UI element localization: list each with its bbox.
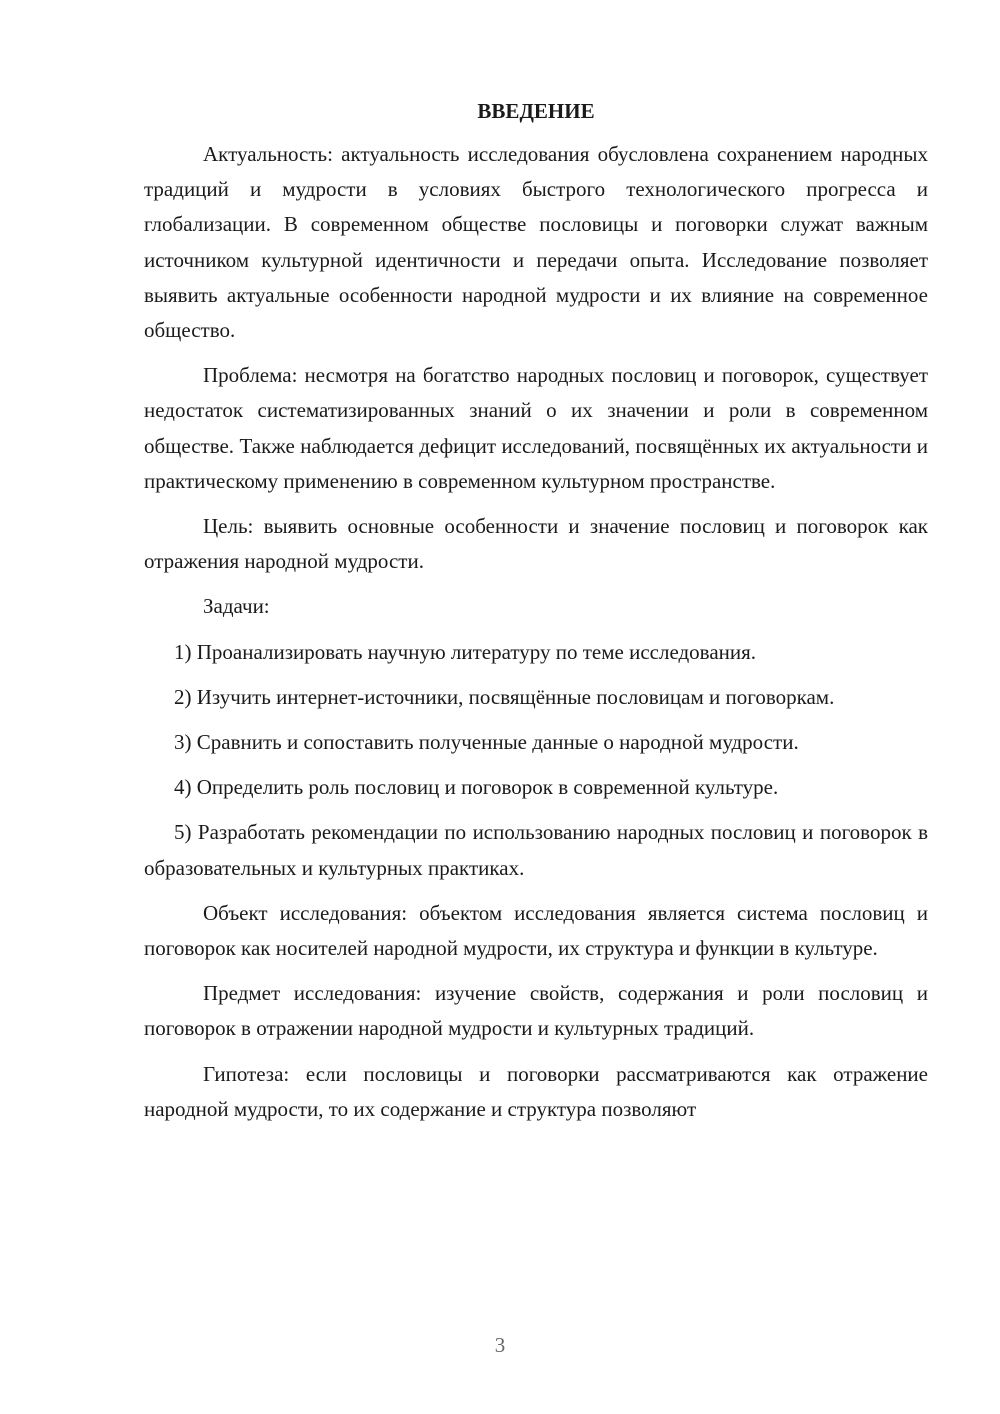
paragraph-object: Объект исследования: объектом исследования является система пословиц и поговорок как носителей народной мудрости, их структура и функции в культуре. <box>144 900 928 961</box>
task-item-3: 3) Сравнить и сопоставить полученные данные о народной мудрости. <box>174 730 799 755</box>
paragraph-subject: Предмет исследования: изучение свойств, содержания и роли пословиц и поговорок в отражении народной мудрости и культурных традиций. <box>144 981 928 1041</box>
paragraph-tasks-heading: Задачи: <box>203 594 270 619</box>
document-page <box>144 96 928 1137</box>
task-item-2: 2) Изучить интернет-источники, посвящённые пословицам и поговоркам. <box>174 684 835 709</box>
paragraph-problem: Проблема: несмотря на богатство народных пословиц и поговорок, существует недостаток систематизированных знаний о их значении и роли в современном обществе. Также наблюдается дефицит исследований, посвящённых их актуальности и практическому применению в современном культурном пространстве. <box>144 363 928 493</box>
section-title: ВВЕДЕНИЕ <box>477 99 595 123</box>
paragraph-relevance: Актуальность: актуальность исследования обусловлена сохранением народных традиций и мудрости в условиях быстрого технологического прогресса и глобализации. В современном обществе пословицы и поговорки служат важным источником культурной идентичности и передачи опыта. Исследование позволяет выявить актуальные особенности народной мудрости и их влияние на современное общество. <box>144 142 928 343</box>
paragraph-goal: Цель: выявить основные особенности и значение пословиц и поговорок как отражения народной мудрости. <box>144 514 928 574</box>
task-item-4: 4) Определить роль пословиц и поговорок в современной культуре. <box>174 775 779 800</box>
paragraph-hypothesis: Гипотеза: если пословицы и поговорки рассматриваются как отражение народной мудрости, то их содержание и структура позволяют <box>144 1061 928 1121</box>
task-item-1: 1) Проанализировать научную литературу по теме исследования. <box>174 639 757 664</box>
task-item-5: 5) Разработать рекомендации по использованию народных пословиц и поговорок в образовательных и культурных практиках. <box>144 820 928 880</box>
page-number: 3 <box>494 1333 506 1357</box>
